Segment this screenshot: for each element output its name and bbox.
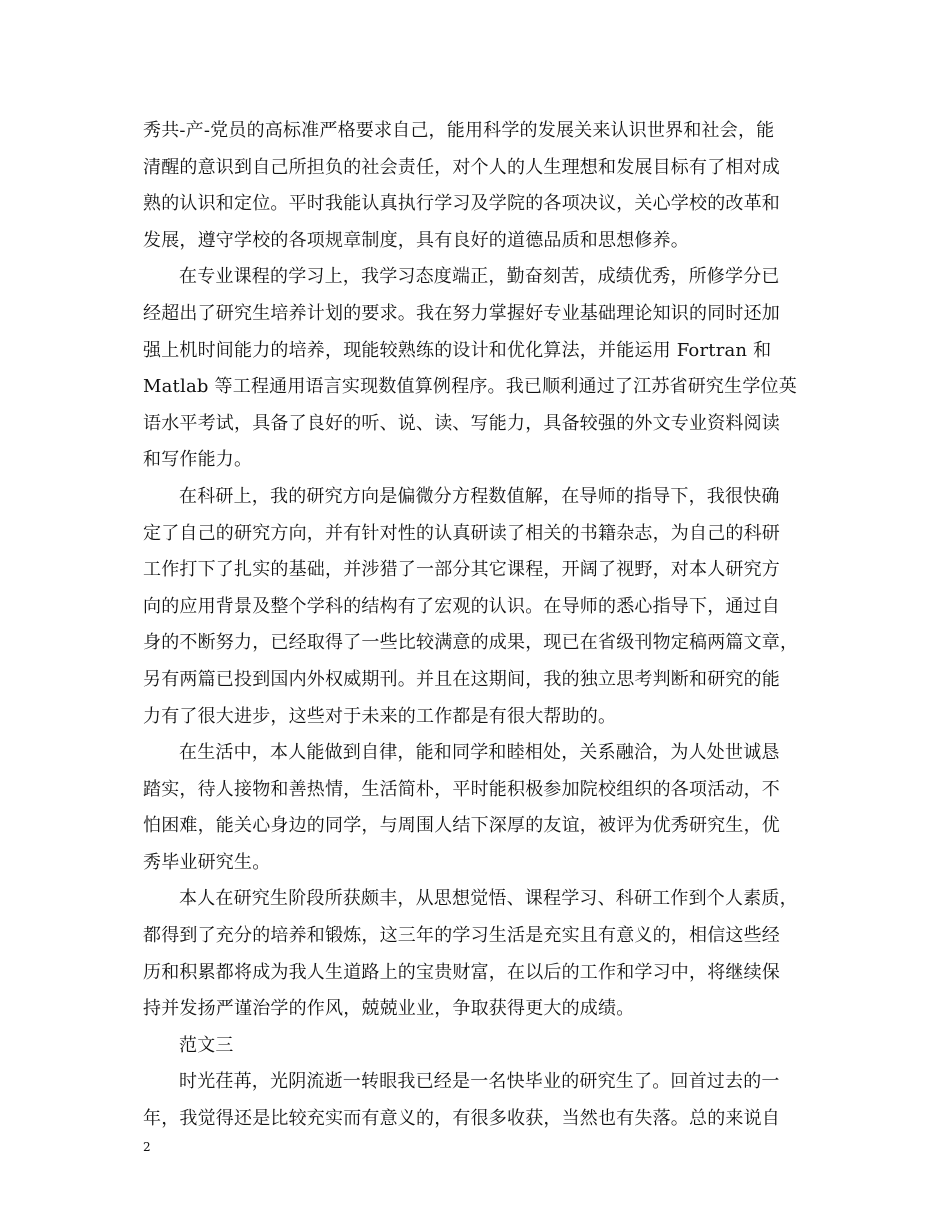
text-line: 和写作能力。 — [143, 449, 253, 471]
text-line: 怕困难，能关心身边的同学，与周围人结下深厚的友谊，被评为优秀研究生，优 — [143, 815, 780, 837]
text-line: 强上机时间能力的培养，现能较熟练的设计和优化算法，并能运用 Fortran 和 — [143, 339, 772, 361]
text-line: 在科研上，我的研究方向是偏微分方程数值解，在导师的指导下，我很快确 — [179, 485, 780, 507]
text-line: 持并发扬严谨治学的作风，兢兢业业，争取获得更大的成绩。 — [143, 998, 635, 1020]
text-line: 清醒的意识到自己所担负的社会责任，对个人的人生理想和发展目标有了相对成 — [143, 156, 780, 178]
text-line: Matlab 等工程通用语言实现数值算例程序。我已顺利通过了江苏省研究生学位英 — [143, 376, 797, 398]
text-line: 秀共-产-党员的高标准严格要求自己，能用科学的发展关来认识世界和社会，能 — [143, 120, 775, 141]
text-line: 另有两篇已投到国内外权威期刊。并且在这期间，我的独立思考判断和研究的能 — [143, 668, 780, 690]
text-line: 发展，遵守学校的各项规章制度，具有良好的道德品质和思想修养。 — [143, 229, 689, 251]
page-number: 2 — [143, 1140, 151, 1154]
text-line: 历和积累都将成为我人生道路上的宝贵财富，在以后的工作和学习中，将继续保 — [143, 961, 780, 983]
text-line: 熟的认识和定位。平时我能认真执行学习及学院的各项决议，关心学校的改革和 — [143, 193, 780, 215]
text-line: 经超出了研究生培养计划的要求。我在努力掌握好专业基础理论知识的同时还加 — [143, 302, 780, 324]
text-line: 在生活中，本人能做到自律，能和同学和睦相处，关系融洽，为人处世诚恳 — [179, 742, 780, 764]
text-line: 本人在研究生阶段所获颇丰，从思想觉悟、课程学习、科研工作到个人素质， — [179, 888, 798, 910]
document-body — [143, 113, 813, 1138]
text-line: 工作打下了扎实的基础，并涉猎了一部分其它课程，开阔了视野，对本人研究方 — [143, 559, 780, 581]
text-line: 语水平考试，具备了良好的听、说、读、写能力，具备较强的外文专业资料阅读 — [143, 412, 780, 434]
text-line: 都得到了充分的培养和锻炼，这三年的学习生活是充实且有意义的，相信这些经 — [143, 925, 780, 947]
text-line: 年，我觉得还是比较充实而有意义的，有很多收获，当然也有失落。总的来说自 — [143, 1108, 780, 1130]
text-line: 范文三 — [179, 1034, 234, 1056]
text-line: 身的不断努力，已经取得了一些比较满意的成果，现已在省级刊物定稿两篇文章， — [143, 632, 799, 654]
text-line: 向的应用背景及整个学科的结构有了宏观的认识。在导师的悉心指导下，通过自 — [143, 595, 780, 617]
text-line: 踏实，待人接物和善热情，生活简朴，平时能积极参加院校组织的各项活动，不 — [143, 778, 780, 800]
text-line: 在专业课程的学习上，我学习态度端正，勤奋刻苦，成绩优秀，所修学分已 — [179, 266, 780, 288]
text-line: 力有了很大进步，这些对于未来的工作都是有很大帮助的。 — [143, 705, 617, 727]
text-line: 定了自己的研究方向，并有针对性的认真研读了相关的书籍杂志，为自己的科研 — [143, 522, 780, 544]
text-line: 秀毕业研究生。 — [143, 851, 271, 873]
text-line: 时光荏苒，光阴流逝一转眼我已经是一名快毕业的研究生了。回首过去的一 — [179, 1071, 780, 1093]
